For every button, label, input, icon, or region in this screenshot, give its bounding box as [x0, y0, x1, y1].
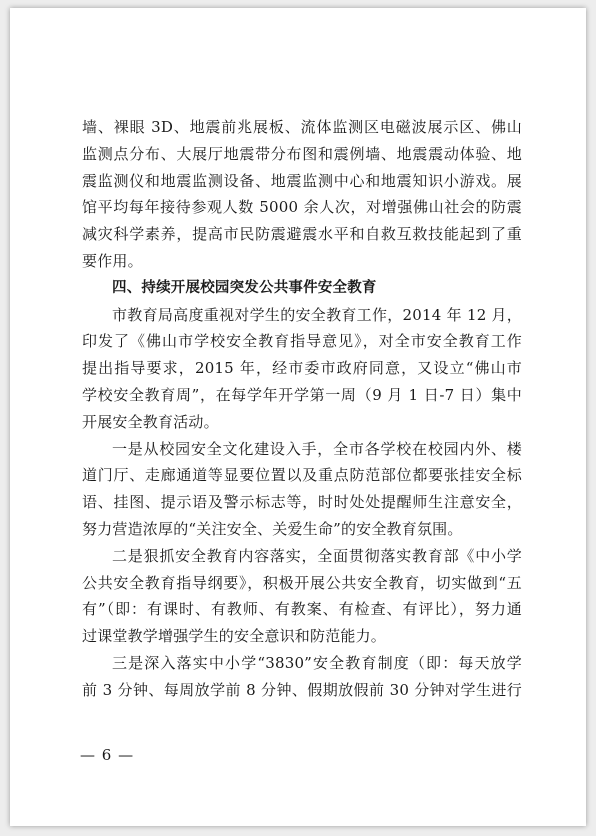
- paragraph-line: 市教育局高度重视对学生的安全教育工作，2014 年 12 月，: [112, 305, 522, 324]
- section-heading: 四、持续开展校园突发公共事件安全教育: [112, 279, 377, 296]
- paragraph-line: 墙、裸眼 3D、地震前兆展板、流体监测区电磁波展示区、佛山: [82, 118, 522, 136]
- paragraph-line: 监测点分布、大展厅地震带分布图和震例墙、地震震动体验、地: [82, 144, 522, 163]
- document-page: [10, 8, 586, 826]
- paragraph-line: 一是从校园安全文化建设入手，全市各学校在校园内外、楼: [112, 439, 522, 458]
- paragraph-line: 过课堂教学增强学生的安全意识和防范能力。: [82, 627, 387, 646]
- page-number: — 6 —: [80, 746, 135, 764]
- paragraph-line: 馆平均每年接待参观人数 5000 余人次，对增强佛山社会的防震: [82, 198, 522, 217]
- paragraph-line: 有”（即：有课时、有教师、有教案、有检查、有评比），努力通: [82, 600, 522, 619]
- paragraph-line: 印发了《佛山市学校安全教育指导意见》，对全市安全教育工作: [82, 332, 522, 351]
- paragraph-line: 提出指导要求，2015 年，经市委市政府同意，又设立“佛山市: [82, 359, 522, 378]
- paragraph-line: 二是狠抓安全教育内容落实，全面贯彻落实教育部《中小学: [112, 546, 522, 565]
- paragraph-line: 公共安全教育指导纲要》，积极开展公共安全教育，切实做到“五: [82, 573, 522, 592]
- paragraph-line: 学校安全教育周”，在每学年开学第一周（9 月 1 日-7 日）集中: [82, 385, 522, 404]
- paragraph-line: 震监测仪和地震监测设备、地震监测中心和地震知识小游戏。展: [82, 171, 522, 190]
- paragraph-line: 减灾科学素养，提高市民防震避震水平和自救互救技能起到了重: [82, 225, 522, 244]
- paragraph-line: 前 3 分钟、每周放学前 8 分钟、假期放假前 30 分钟对学生进行: [82, 680, 522, 699]
- paragraph-line: 三是深入落实中小学“3830”安全教育制度（即：每天放学: [112, 653, 522, 672]
- paragraph-line: 要作用。: [82, 251, 143, 270]
- paragraph-line: 语、挂图、提示语及警示标志等，时时处处提醒师生注意安全，: [82, 493, 522, 512]
- document-body: [82, 114, 522, 704]
- paragraph-line: 道门厅、走廊通道等显要位置以及重点防范部位都要张挂安全标: [82, 466, 522, 485]
- paragraph-line: 努力营造浓厚的“关注安全、关爱生命”的安全教育氛围。: [82, 519, 463, 538]
- paragraph-line: 开展安全教育活动。: [82, 412, 219, 431]
